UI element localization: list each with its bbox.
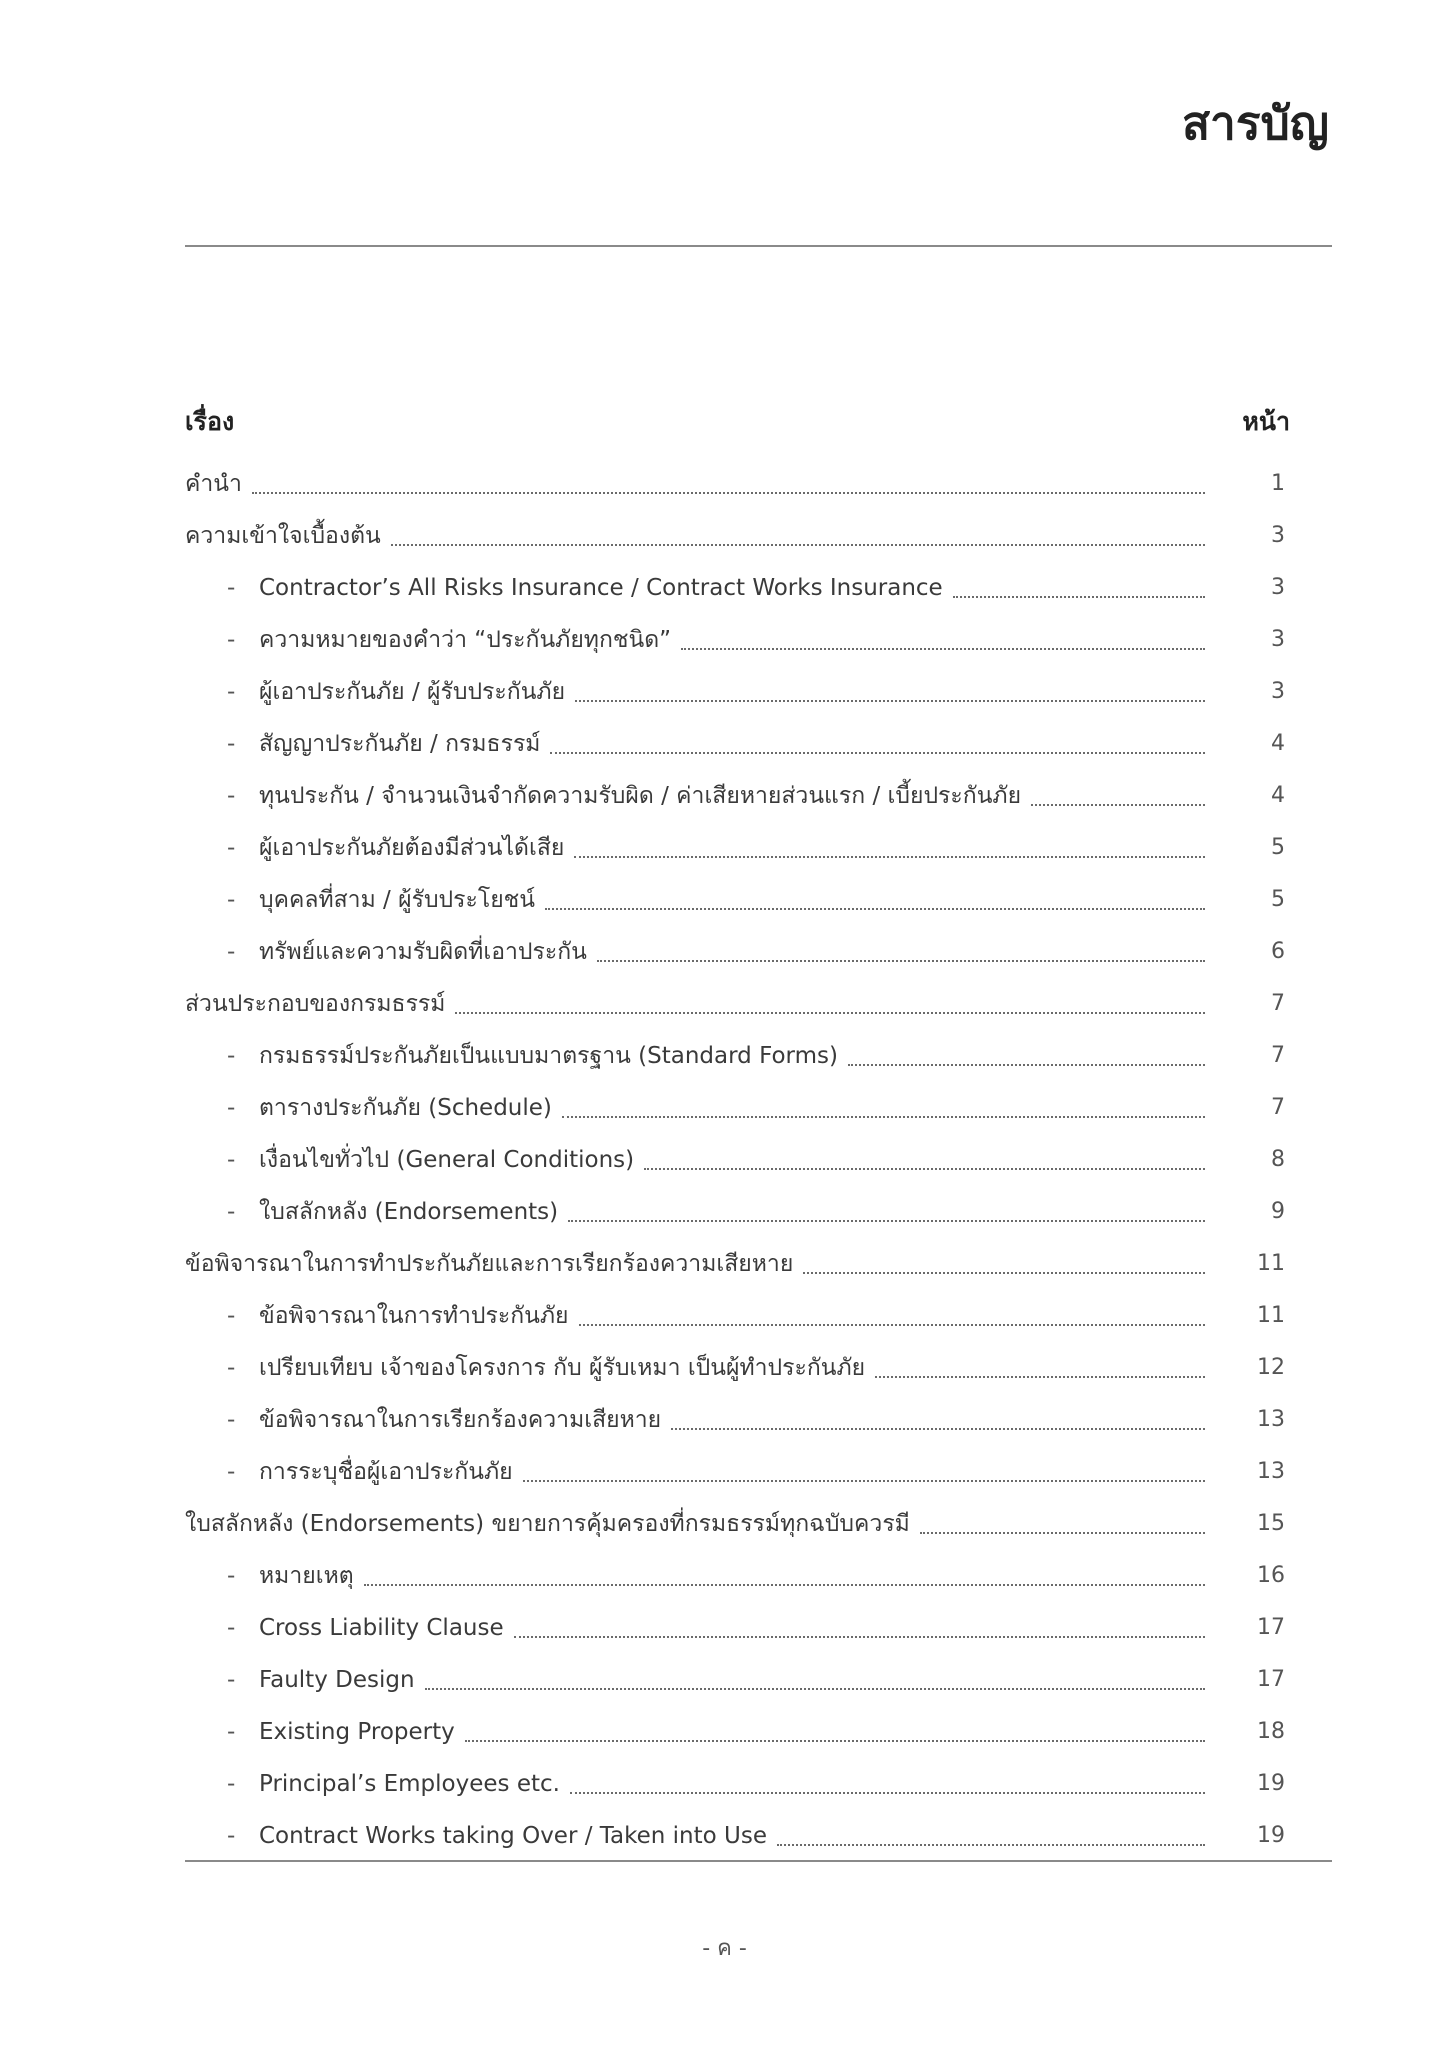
toc-entry-page: 1 <box>1271 471 1285 496</box>
dot-leader <box>523 1478 1205 1482</box>
dot-leader <box>570 1790 1205 1794</box>
toc-entry-label: ผู้เอาประกันภัย / ผู้รับประกันภัย <box>259 678 566 705</box>
toc-entry-label: Cross Liability Clause <box>259 1614 504 1641</box>
toc-entry-label: ความเข้าใจเบื้องต้น <box>185 522 381 549</box>
dot-leader <box>568 1218 1205 1222</box>
toc-entry[interactable] <box>185 510 1285 562</box>
toc-entry[interactable] <box>185 458 1285 510</box>
toc-entry-page: 7 <box>1271 1095 1285 1120</box>
toc-entry[interactable] <box>185 1550 1285 1602</box>
bullet-dash-icon: - <box>227 1718 236 1745</box>
toc-entry-label: Faulty Design <box>259 1666 415 1693</box>
dot-leader <box>1031 802 1205 806</box>
toc-entry-label: การระบุชื่อผู้เอาประกันภัย <box>259 1458 513 1485</box>
toc-entry-page: 11 <box>1257 1251 1285 1276</box>
toc-entry-page: 18 <box>1257 1719 1285 1744</box>
bullet-dash-icon: - <box>227 886 236 913</box>
top-divider <box>185 245 1332 247</box>
toc-entry[interactable] <box>185 1446 1285 1498</box>
toc-entry-label: ทรัพย์และความรับผิดที่เอาประกัน <box>259 938 587 965</box>
toc-entry-label: ส่วนประกอบของกรมธรรม์ <box>185 990 446 1017</box>
toc-entry-label: ใบสลักหลัง (Endorsements) <box>259 1198 559 1225</box>
toc-entry[interactable] <box>185 562 1285 614</box>
bullet-dash-icon: - <box>227 1198 236 1225</box>
toc-entry-page: 3 <box>1271 679 1285 704</box>
dot-leader <box>579 1322 1205 1326</box>
toc-entry[interactable] <box>185 1290 1285 1342</box>
toc-entry-page: 17 <box>1257 1667 1285 1692</box>
dot-leader <box>252 490 1205 494</box>
toc-entry[interactable] <box>185 718 1285 770</box>
bullet-dash-icon: - <box>227 782 236 809</box>
toc-entry-page: 13 <box>1257 1459 1285 1484</box>
toc-entry-page: 16 <box>1257 1563 1285 1588</box>
toc-entry[interactable] <box>185 1186 1285 1238</box>
toc-entry-page: 12 <box>1257 1355 1285 1380</box>
toc-entry[interactable] <box>185 1498 1285 1550</box>
toc-entry-page: 6 <box>1271 939 1285 964</box>
toc-entry-page: 19 <box>1257 1823 1285 1848</box>
toc-entry-page: 5 <box>1271 887 1285 912</box>
toc-entry[interactable] <box>185 614 1285 666</box>
toc-entry-label: ข้อพิจารณาในการทำประกันภัยและการเรียกร้องความเสียหาย <box>185 1250 794 1277</box>
toc-entry-page: 9 <box>1271 1199 1285 1224</box>
toc-entry-label: คำนำ <box>185 470 242 497</box>
toc-entry[interactable] <box>185 1394 1285 1446</box>
bullet-dash-icon: - <box>227 678 236 705</box>
toc-entry[interactable] <box>185 1602 1285 1654</box>
toc-entry-label: กรมธรรม์ประกันภัยเป็นแบบมาตรฐาน (Standard Forms) <box>259 1042 838 1069</box>
toc-entry-page: 15 <box>1257 1511 1285 1536</box>
bullet-dash-icon: - <box>227 1354 236 1381</box>
bullet-dash-icon: - <box>227 1562 236 1589</box>
toc-entry-page: 7 <box>1271 991 1285 1016</box>
toc-entry[interactable] <box>185 1238 1285 1290</box>
toc-entry[interactable] <box>185 1654 1285 1706</box>
dot-leader <box>777 1842 1205 1846</box>
toc-entry-label: Principal’s Employees etc. <box>259 1770 560 1797</box>
toc-entry-label: Contractor’s All Risks Insurance / Contract Works Insurance <box>259 574 943 601</box>
dot-leader <box>848 1062 1205 1066</box>
dot-leader <box>575 698 1205 702</box>
dot-leader <box>644 1166 1205 1170</box>
toc-entry-page: 17 <box>1257 1615 1285 1640</box>
toc-entry-page: 11 <box>1257 1303 1285 1328</box>
bullet-dash-icon: - <box>227 938 236 965</box>
toc-entry-label: ใบสลักหลัง (Endorsements) ขยายการคุ้มครองที่กรมธรรม์ทุกฉบับควรมี <box>185 1510 910 1537</box>
toc-entry-page: 3 <box>1271 627 1285 652</box>
toc-entry[interactable] <box>185 978 1285 1030</box>
dot-leader <box>514 1634 1205 1638</box>
dot-leader <box>364 1582 1205 1586</box>
bullet-dash-icon: - <box>227 1614 236 1641</box>
toc-entry-page: 13 <box>1257 1407 1285 1432</box>
dot-leader <box>465 1738 1205 1742</box>
toc-header-page: หน้า <box>1242 407 1290 436</box>
bullet-dash-icon: - <box>227 1458 236 1485</box>
bullet-dash-icon: - <box>227 1770 236 1797</box>
toc-entry-page: 8 <box>1271 1147 1285 1172</box>
dot-leader <box>425 1686 1205 1690</box>
dot-leader <box>953 594 1205 598</box>
bullet-dash-icon: - <box>227 1302 236 1329</box>
toc-list <box>185 458 1285 1862</box>
toc-entry-label: ทุนประกัน / จำนวนเงินจำกัดความรับผิด / ค่าเสียหายส่วนแรก / เบี้ยประกันภัย <box>259 782 1022 809</box>
toc-entry[interactable] <box>185 1758 1285 1810</box>
toc-entry-label: เงื่อนไขทั่วไป (General Conditions) <box>259 1146 635 1173</box>
toc-entry-page: 4 <box>1271 731 1285 756</box>
bullet-dash-icon: - <box>227 1666 236 1693</box>
bottom-divider <box>185 1860 1332 1862</box>
toc-entry-label: ตารางประกันภัย (Schedule) <box>259 1094 552 1121</box>
dot-leader <box>920 1530 1205 1534</box>
footer-page-number: - ค - <box>702 1936 747 1961</box>
toc-header <box>185 402 1290 434</box>
toc-entry-label: สัญญาประกันภัย / กรมธรรม์ <box>259 730 541 757</box>
toc-entry[interactable] <box>185 1810 1285 1862</box>
toc-entry[interactable] <box>185 666 1285 718</box>
toc-entry-label: บุคคลที่สาม / ผู้รับประโยชน์ <box>259 886 536 913</box>
toc-entry[interactable] <box>185 1082 1285 1134</box>
toc-entry-page: 5 <box>1271 835 1285 860</box>
toc-entry[interactable] <box>185 1134 1285 1186</box>
toc-entry-label: Contract Works taking Over / Taken into Use <box>259 1822 767 1849</box>
toc-header-topic: เรื่อง <box>185 407 235 436</box>
dot-leader <box>391 542 1205 546</box>
bullet-dash-icon: - <box>227 1822 236 1849</box>
bullet-dash-icon: - <box>227 574 236 601</box>
toc-entry-label: หมายเหตุ <box>259 1562 354 1589</box>
toc-entry-label: เปรียบเทียบ เจ้าของโครงการ กับ ผู้รับเหมา เป็นผู้ทำประกันภัย <box>259 1354 866 1381</box>
dot-leader <box>681 646 1205 650</box>
toc-entry-page: 7 <box>1271 1043 1285 1068</box>
toc-entry[interactable] <box>185 1342 1285 1394</box>
toc-entry-page: 4 <box>1271 783 1285 808</box>
toc-entry[interactable] <box>185 926 1285 978</box>
bullet-dash-icon: - <box>227 730 236 757</box>
bullet-dash-icon: - <box>227 1042 236 1069</box>
bullet-dash-icon: - <box>227 1146 236 1173</box>
dot-leader <box>875 1374 1205 1378</box>
bullet-dash-icon: - <box>227 626 236 653</box>
dot-leader <box>574 854 1205 858</box>
bullet-dash-icon: - <box>227 1094 236 1121</box>
dot-leader <box>455 1010 1205 1014</box>
toc-entry-label: Existing Property <box>259 1718 455 1745</box>
toc-entry-page: 3 <box>1271 575 1285 600</box>
dot-leader <box>550 750 1205 754</box>
toc-entry-page: 19 <box>1257 1771 1285 1796</box>
bullet-dash-icon: - <box>227 834 236 861</box>
toc-entry-label: ความหมายของคำว่า “ประกันภัยทุกชนิด” <box>259 626 672 653</box>
toc-entry-label: ข้อพิจารณาในการทำประกันภัย <box>259 1302 569 1329</box>
dot-leader <box>545 906 1205 910</box>
toc-entry[interactable] <box>185 1030 1285 1082</box>
page-title: สารบัญ <box>1181 96 1329 150</box>
toc-entry[interactable] <box>185 1706 1285 1758</box>
toc-entry[interactable] <box>185 874 1285 926</box>
toc-entry-label: ข้อพิจารณาในการเรียกร้องความเสียหาย <box>259 1406 662 1433</box>
bullet-dash-icon: - <box>227 1406 236 1433</box>
dot-leader <box>562 1114 1205 1118</box>
toc-entry[interactable] <box>185 770 1285 822</box>
dot-leader <box>803 1270 1205 1274</box>
dot-leader <box>671 1426 1205 1430</box>
dot-leader <box>597 958 1205 962</box>
toc-entry-page: 3 <box>1271 523 1285 548</box>
toc-entry[interactable] <box>185 822 1285 874</box>
toc-entry-label: ผู้เอาประกันภัยต้องมีส่วนได้เสีย <box>259 834 565 861</box>
